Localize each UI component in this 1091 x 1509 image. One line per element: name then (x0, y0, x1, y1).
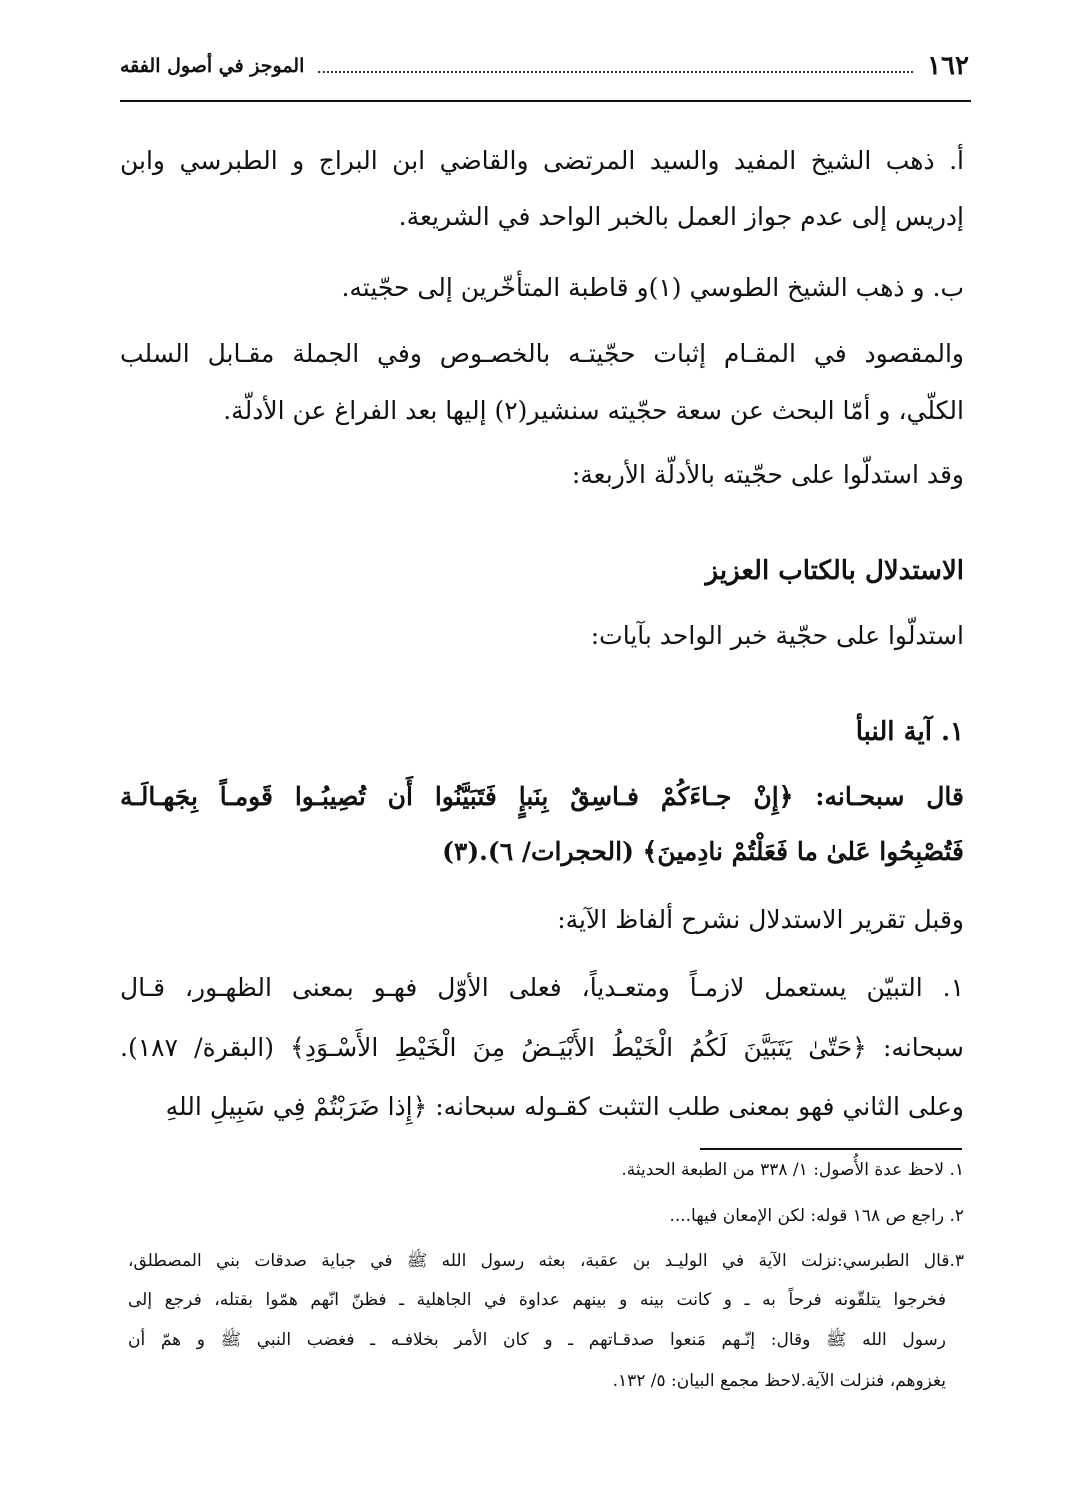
paragraph-line: والمقصود في المقـام إثبات حجّيتـه بالخصـوص وفي الجملة مقـابل السلب (120, 339, 964, 368)
paragraph-line: إدريس إلى عدم جواز العمل بالخبر الواحد في الشريعة. (398, 202, 964, 231)
quran-verse-line: فَتُصْبِحُوا عَلىٰ ما فَعَلْتُمْ نادِمينَ﴾ (الحجرات/ ٦).(٣) (442, 837, 964, 866)
footnote-line: رسول الله ﷺ وقال: إنّـهم مَنعوا صدقـاتهم ـ و كان الأمر بخلافـه ـ فغضب النبي ﷺ و همّ أن (128, 1330, 946, 1350)
quran-verse-line: قال سبحـانه: ﴿إِنْ جـاءَكُمْ فـاسِقٌ بِنَبإٍ فَتَبَيَّنُوا أَن تُصِيبُـوا قَومـاً بِجَهـالَـة (120, 782, 964, 811)
dotted-leader (318, 71, 913, 73)
footnote: ٢. راجع ص ١٦٨ قوله: لكن الإمعان فيها.... (669, 1206, 964, 1226)
page-number: ١٦٢ (927, 51, 969, 81)
paragraph-line: أ. ذهب الشيخ المفيد والسيد المرتضى والقاضي ابن البراج و الطبرسي وابن (120, 146, 964, 175)
paragraph-line: وقبل تقرير الاستدلال نشرح ألفاظ الآية: (557, 905, 964, 934)
paragraph-line: ١. التبيّن يستعمل لازمـاً ومتعـدياً، فعلى الأوّل فهـو بمعنى الظهـور، قـال (120, 973, 964, 1002)
footnote-line: ٣.قال الطبرسي:نزلت الآية في الوليـد بن عقبة، بعثه رسول الله ﷺ في جباية صدقات بني المصطلق، (128, 1251, 964, 1271)
footnote-separator (700, 1148, 962, 1150)
running-header (120, 46, 969, 86)
quran-verse-line: وعلى الثاني فهو بمعنى طلب التثبت كقـوله سبحانه: ﴿إِذا ضَرَبْتُمْ فِي سَبِيلِ اللهِ (165, 1092, 964, 1121)
paragraph-line: الكلّي، و أمّا البحث عن سعة حجّيته سنشير(٢) إليها بعد الفراغ عن الأدلّة. (223, 396, 964, 425)
paragraph-line: استدلّوا على حجّية خبر الواحد بآيات: (590, 621, 964, 650)
header-rule (120, 100, 971, 102)
section-heading: الاستدلال بالكتاب العزيز (705, 556, 964, 586)
book-title: الموجز في أصول الفقه (120, 55, 305, 77)
footnote-line: يغزوهم، فنزلت الآية.لاحظ مجمع البيان: ٥/ ١٣٢. (612, 1371, 946, 1391)
paragraph-line: وقد استدلّوا على حجّيته بالأدلّة الأربعة: (571, 460, 964, 489)
footnote: ١. لاحظ عدة الأُصول: ١/ ٣٣٨ من الطبعة الحديثة. (621, 1160, 964, 1180)
subsection-heading: ١. آية النبأ (855, 717, 964, 747)
paragraph-line: ب. و ذهب الشيخ الطوسي (١)و قاطبة المتأخّرين إلى حجّيته. (341, 273, 964, 302)
footnote-line: فخرجوا يتلقّونه فرحاً به ـ و كانت بينه و بينهم عداوة في الجاهلية ـ فظنّ انّهم همّوا بقتله، فرجع إلى (128, 1290, 946, 1310)
quran-verse-line: سبحانه: ﴿حَتّىٰ يَتَبَيَّنَ لَكُمُ الْخَيْطُ الأَبْيَـضُ مِنَ الْخَيْطِ الأَسْـوَدِ﴾ (البقرة/ ١٨٧). (120, 1033, 964, 1062)
